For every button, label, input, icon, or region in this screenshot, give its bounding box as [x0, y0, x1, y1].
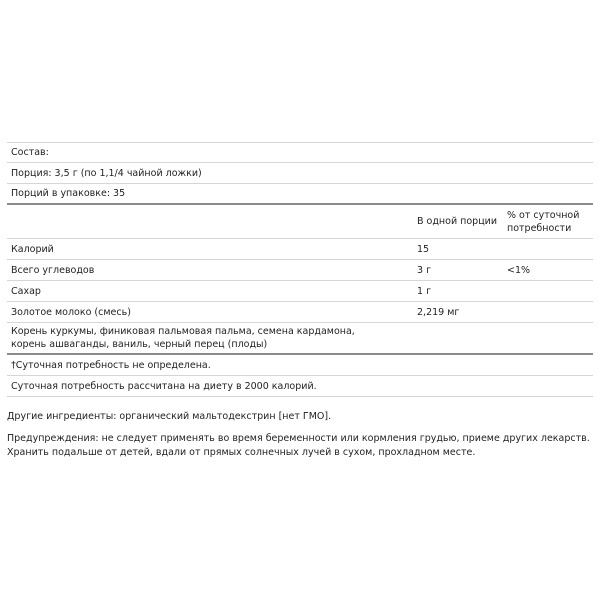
footnote-dagger: †Суточная потребность не определена. [11, 359, 211, 371]
servings-per-container: Порций в упаковке: 35 [11, 188, 126, 199]
nutrient-amount: 2,219 мг [417, 306, 460, 318]
footnote-calories: Суточная потребность рассчитана на диету в 2000 калорий. [11, 380, 317, 392]
facts-title: Состав: [11, 147, 49, 158]
blend-ingredients: Корень куркумы, финиковая пальмовая пальма, семена кардамона, корень ашваганды, ваниль, черный перец (плоды) [11, 326, 355, 350]
column-header-amount: В одной порции [417, 216, 498, 227]
nutrient-row-golden-milk-blend [7, 302, 593, 323]
footnote-calories-row [7, 376, 593, 397]
nutrient-name: Золотое молоко (смесь) [11, 306, 131, 318]
nutrient-row-sugar [7, 281, 593, 302]
other-ingredients: Другие ингредиенты: органический мальтодекстрин [нет ГМО]. [7, 411, 332, 422]
blend-ingredients-row [7, 323, 593, 355]
nutrient-row-carbohydrates [7, 260, 593, 281]
nutrient-amount: 1 г [417, 285, 432, 297]
nutrient-amount: 15 [417, 243, 430, 255]
column-header-daily-value: % от суточной потребности [507, 209, 580, 234]
facts-title-row [7, 142, 593, 163]
servings-per-container-row [7, 184, 593, 205]
serving-size-row [7, 163, 593, 184]
footnote-dagger-row [7, 355, 593, 376]
column-header-row [7, 205, 593, 239]
nutrient-row-calories [7, 239, 593, 260]
nutrient-amount: 3 г [417, 264, 432, 276]
nutrient-name: Калорий [11, 243, 54, 255]
serving-size: Порция: 3,5 г (по 1,1/4 чайной ложки) [11, 167, 202, 179]
nutrient-name: Всего углеводов [11, 264, 95, 276]
nutrient-name: Сахар [11, 285, 41, 297]
warnings: Предупреждения: не следует применять во время беременности или кормления грудью, приеме других лекарств. Хранить подальше от детей, вдали от прямых солнечных лучей в сухом, прохладном месте. [7, 433, 590, 458]
nutrient-daily-value: <1% [507, 264, 531, 276]
supplement-facts-panel [7, 142, 593, 397]
